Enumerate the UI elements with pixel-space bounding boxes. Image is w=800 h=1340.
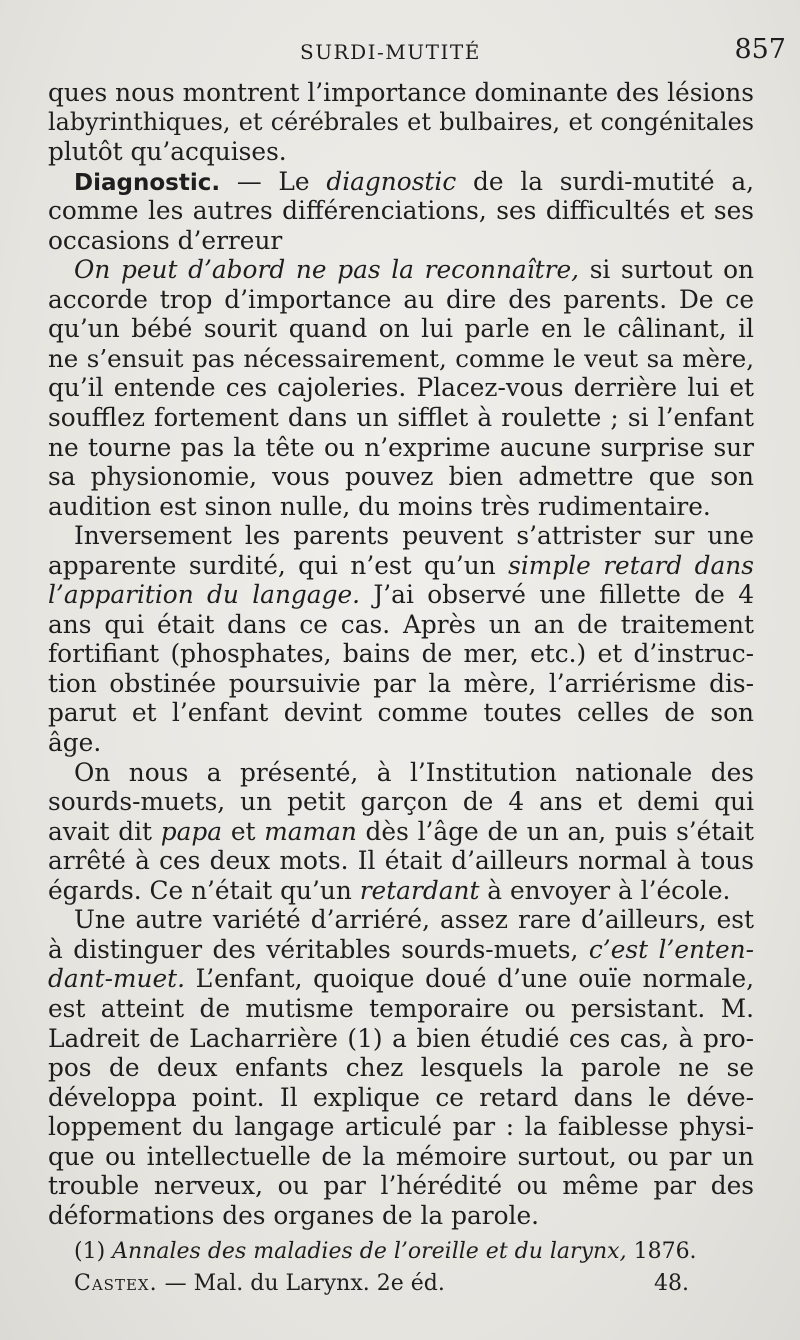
text-line: occasions d’erreur — [48, 225, 283, 255]
text-line: On nous a présenté, à l’Institution nationale des — [74, 757, 754, 787]
text-line: audition est sinon nulle, du moins très rudimentaire. — [48, 491, 711, 521]
text-line: dant-muet. L’enfant, quoique doué d’une ouïe normale, — [48, 964, 754, 994]
text-line: arrêté à ces deux mots. Il était d’ailleurs normal à tous — [48, 846, 754, 876]
running-title: SURDI-MUTITÉ — [300, 40, 481, 64]
text-line: sourds-muets, un petit garçon de 4 ans et demi qui — [48, 787, 754, 817]
footnotes — [74, 1236, 734, 1300]
text-line: Diagnostic. — Le diagnostic de la surdi-mutité a, — [74, 166, 754, 196]
signature-text: — Mal. du Larynx. 2e éd. — [157, 1271, 445, 1296]
text-line: est atteint de mutisme temporaire ou persistant. M. — [48, 993, 754, 1023]
text-line: égards. Ce n’était qu’un retardant à envoyer à l’école. — [48, 875, 731, 905]
text-line: âge. — [48, 728, 102, 758]
text-line: accorde trop d’importance au dire des parents. De ce — [48, 284, 754, 314]
text-line: qu’il entende ces cajoleries. Placez-vous derrière lui et — [48, 373, 754, 403]
text-line: trouble nerveux, ou par l’hérédité ou même par des — [48, 1171, 754, 1201]
text-line: fortifiant (phosphates, bains de mer, etc.) et d’instruc- — [48, 639, 754, 669]
text-line: comme les autres différenciations, ses difficultés et ses — [48, 196, 754, 226]
text-line: plutôt qu’acquises. — [48, 137, 287, 167]
text-line: ne tourne pas la tête ou n’exprime aucune surprise sur — [48, 432, 754, 462]
text-line: à distinguer des véritables sourds-muets, c’est l’enten- — [48, 934, 754, 964]
section-heading-diagnostic: Diagnostic. — [74, 169, 221, 196]
text-line: Une autre variété d’arriéré, assez rare d’ailleurs, est — [74, 905, 754, 935]
signature-sheet: 48. — [654, 1271, 689, 1296]
text-line: parut et l’enfant devint comme toutes celles de son — [48, 698, 754, 728]
text-line: avait dit papa et maman dès l’âge de un an, puis s’était — [48, 816, 754, 846]
footnote-1: (1) Annales des maladies de l’oreille et du larynx, 1876. — [74, 1239, 697, 1264]
text-line: ans qui était dans ce cas. Après un an de traitement — [48, 609, 754, 639]
text-line: déformations des organes de la parole. — [48, 1200, 540, 1230]
text-line: qu’un bébé sourit quand on lui parle en le câlinant, il — [48, 314, 754, 344]
text-line: On peut d’abord ne pas la reconnaître, si surtout on — [74, 255, 754, 285]
text-line: labyrinthiques, et cérébrales et bulbaires, et congénitales — [48, 107, 754, 136]
text-line: loppement du langage articulé par : la faiblesse physi- — [48, 1112, 754, 1142]
text-line: tion obstinée poursuivie par la mère, l’arriérisme dis- — [48, 668, 754, 698]
signature-line — [74, 1268, 734, 1300]
text-line: l’apparition du langage. J’ai observé une fillette de 4 — [48, 580, 754, 610]
body-text — [48, 78, 754, 1230]
signature-author: Castex. — [74, 1271, 158, 1296]
text-line: développa point. Il explique ce retard dans le déve- — [48, 1082, 754, 1112]
text-line: que ou intellectuelle de la mémoire surtout, ou par un — [48, 1141, 754, 1171]
text-line: sa physionomie, vous pouvez bien admettre que son — [48, 462, 754, 492]
text-line: Inversement les parents peuvent s’attrister sur une — [74, 521, 754, 551]
page-number: 857 — [734, 34, 786, 65]
text-line: pos de deux enfants chez lesquels la parole ne se — [48, 1053, 754, 1083]
text-line: ne s’ensuit pas nécessairement, comme le veut sa mère, — [48, 343, 754, 373]
text-line: soufflez fortement dans un sifflet à roulette ; si l’enfant — [48, 403, 754, 433]
text-line: Ladreit de Lacharrière (1) a bien étudié ces cas, à pro- — [48, 1023, 754, 1053]
text-line: apparente surdité, qui n’est qu’un simple retard dans — [48, 550, 754, 580]
text-line: ques nous montrent l’importance dominante des lésions — [48, 78, 754, 107]
running-head — [0, 34, 800, 64]
